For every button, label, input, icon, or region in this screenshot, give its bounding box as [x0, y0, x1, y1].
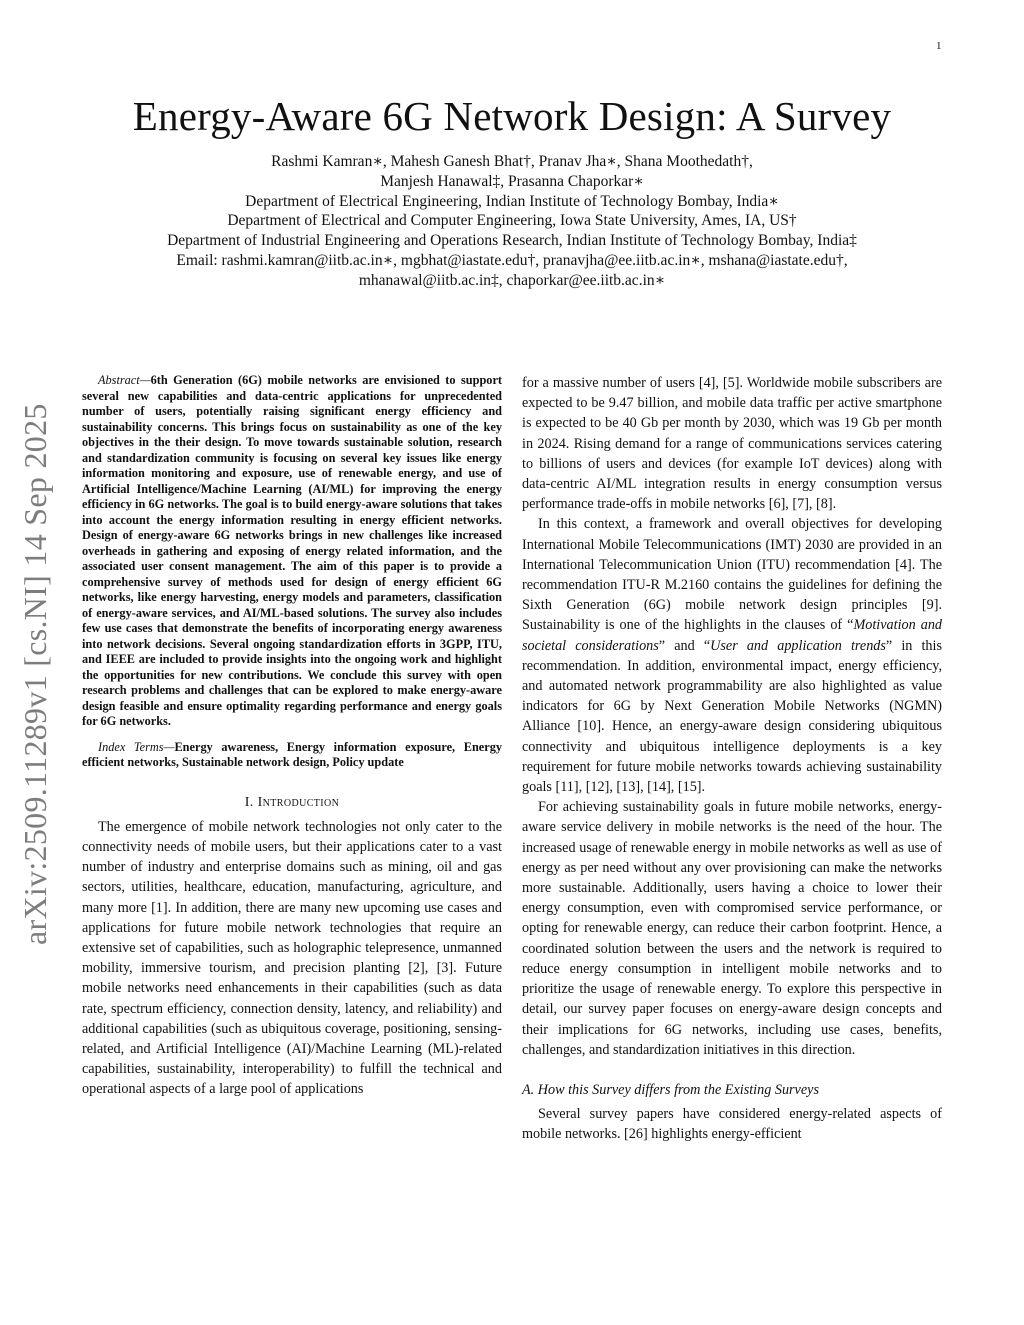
index-terms-label: Index Terms—: [98, 739, 175, 754]
emphasis-text: User and application trends: [710, 637, 886, 654]
paper-title: Energy-Aware 6G Network Design: A Survey: [132, 93, 892, 139]
text-run: ” in this recommendation. In addition, environmental impact, energy efficiency, and automated network programmability are also highlighted as value indicators for 6G by Next Generation Mobile Networks (NGMN) Alliance [10]. Hence, an energy-aware design considering ubiquitous connectivity and ubiquitous intelligence deployments is a key requirement for future mobile networks towards achieving sustainability goals [11], [12], [13], [14], [15].: [522, 637, 942, 796]
abstract-text: 6th Generation (6G) mobile networks are envisioned to support several new capabilities and data-centric applications for unprecedented number of users, potentially raising significant energy efficiency and sustainability concerns. This brings focus on sustainability as one of the key objectives in the their design. To move towards sustainable solution, research and standardization community is focusing on several key issues like energy information monitoring and exposure, use of renewable energy, and use of Artificial Intelligence/Machine Learning (AI/ML) for improving the energy efficiency in 6G networks. The goal is to build energy-aware solutions that takes into account the energy information resulting in energy efficient networks. Design of energy-aware 6G networks brings in new challenges like increased overheads in gathering and exposing of energy related information, and the associated user consent management. The aim of this paper is to provide a comprehensive survey of methods used for design of energy efficient 6G networks, like energy harvesting, energy models and parameters, classification of energy-aware services, and AI/ML-based solutions. The survey also includes few use cases that demonstrate the benefits of incorporating energy awareness into network decisions. Several ongoing standardization efforts in 3GPP, ITU, and IEEE are included to provide insights into the ongoing work and highlight the opportunities for new contributions. We conclude this survey with open research problems and challenges that can be explored to make energy-aware design feasible and ensure optimality regarding performance and energy goals for 6G networks.: [82, 373, 502, 728]
arxiv-stamp: arXiv:2509.11289v1 [cs.NI] 14 Sep 2025: [17, 403, 53, 945]
text-run: ” and “: [658, 637, 711, 654]
itu-paragraph: [522, 514, 942, 797]
email-line: mhanawal@iitb.ac.in‡, chaporkar@ee.iitb.ac.in∗: [358, 271, 666, 289]
intro-paragraph: The emergence of mobile network technologies not only cater to the connectivity needs of mobile users, but their applications cater to a vast number of industry and enterprise domains such as mining, oil and gas sectors, utilities, healthcare, education, manufacturing, agriculture, and many more [1]. In addition, there are many new upcoming use cases and applications for future mobile network technologies that require an extensive set of capabilities, such as holographic telepresence, unmanned mobility, immersive tourism, and precision planting [2], [3]. Future mobile networks need enhancements in their capabilities (such as data rate, spectrum efficiency, connection density, latency, and reliability) and additional capabilities (such as ubiquitous coverage, positioning, sensing-related, and Artificial Intelligence (AI)/Machine Learning (ML)-related capabilities, sustainability, interoperability) to fulfill the technical and operational aspects of a large pool of applications: [82, 818, 502, 1098]
affiliation-line: Department of Electrical Engineering, Indian Institute of Technology Bombay, India∗: [245, 192, 779, 210]
index-terms: [82, 740, 502, 771]
affiliation-line: Department of Industrial Engineering and Operations Research, Indian Institute of Technology Bombay, India‡: [167, 232, 857, 250]
left-column: [82, 373, 502, 1100]
sustainability-paragraph: For achieving sustainability goals in future mobile networks, energy-aware service delivery in mobile networks is the need of the hour. The increased usage of renewable energy in mobile networks as well as use of energy as per need without any over provisioning can make the networks more sustainable. Additionally, users having a choice to lower their energy consumption, even with compromised service performance, or opting for renewable energy, can reduce their carbon footprint. Hence, a coordinated solution between the users and the network is required to reduce energy consumption in intelligent mobile networks and to prioritize the usage of renewable energy. To explore this perspective in detail, our survey paper focuses on energy-aware design concepts and their implications for 6G networks, including use cases, benefits, challenges, and standardization initiatives in this direction.: [522, 799, 942, 1058]
author-line: Rashmi Kamran∗, Mahesh Ganesh Bhat†, Pranav Jha∗, Shana Moothedath†,: [271, 153, 753, 170]
email-line: Email: rashmi.kamran@iitb.ac.in∗, mgbhat@iastate.edu†, pranavjha@ee.iitb.ac.in∗, mshana@iastate.edu†,: [176, 251, 848, 269]
intro-paragraph-continued: for a massive number of users [4], [5]. Worldwide mobile subscribers are expected to be 9.47 billion, and mobile data traffic per active smartphone is expected to be 40 Gb per month by 2030, which was 19 Gb per month in 2024. Rising demand for a range of communications services catering to billions of users and devices (for example IoT devices) along with data-centric AI/ML integration results in energy consumption versus performance trade-offs in mobile networks [6], [7], [8].: [522, 375, 942, 513]
page-number: 1: [936, 40, 942, 52]
text-run: In this context, a framework and overall objectives for developing International Mobile Telecommunications (IMT) 2030 are provided in an International Telecommunication Union (ITU) recommendation [4]. The recommendation ITU-R M.2160 contains the guidelines for defining the Sixth Generation (6G) mobile network design principles [9]. Sustainability is one of the highlights in the clauses of “: [522, 516, 942, 634]
abstract: [82, 373, 502, 730]
emphasis-text: Motivation and societal considerations: [522, 617, 943, 654]
subsection-heading: A. How this Survey differs from the Existing Surveys: [522, 1081, 819, 1098]
author-block: [40, 152, 984, 291]
section-heading-introduction: I. Introduction: [244, 794, 340, 810]
affiliation-line: Department of Electrical and Computer Engineering, Iowa State University, Ames, IA, US†: [227, 212, 797, 230]
right-column: [522, 373, 942, 1145]
abstract-label: Abstract—: [98, 373, 151, 387]
author-line: Manjesh Hanawal‡, Prasanna Chaporkar∗: [380, 172, 644, 190]
index-terms-text: Energy awareness, Energy information exposure, Energy efficient networks, Sustainable network design, Policy update: [82, 739, 502, 769]
survey-comparison-paragraph: Several survey papers have considered energy-related aspects of mobile networks. [26] highlights energy-efficient: [522, 1106, 942, 1143]
